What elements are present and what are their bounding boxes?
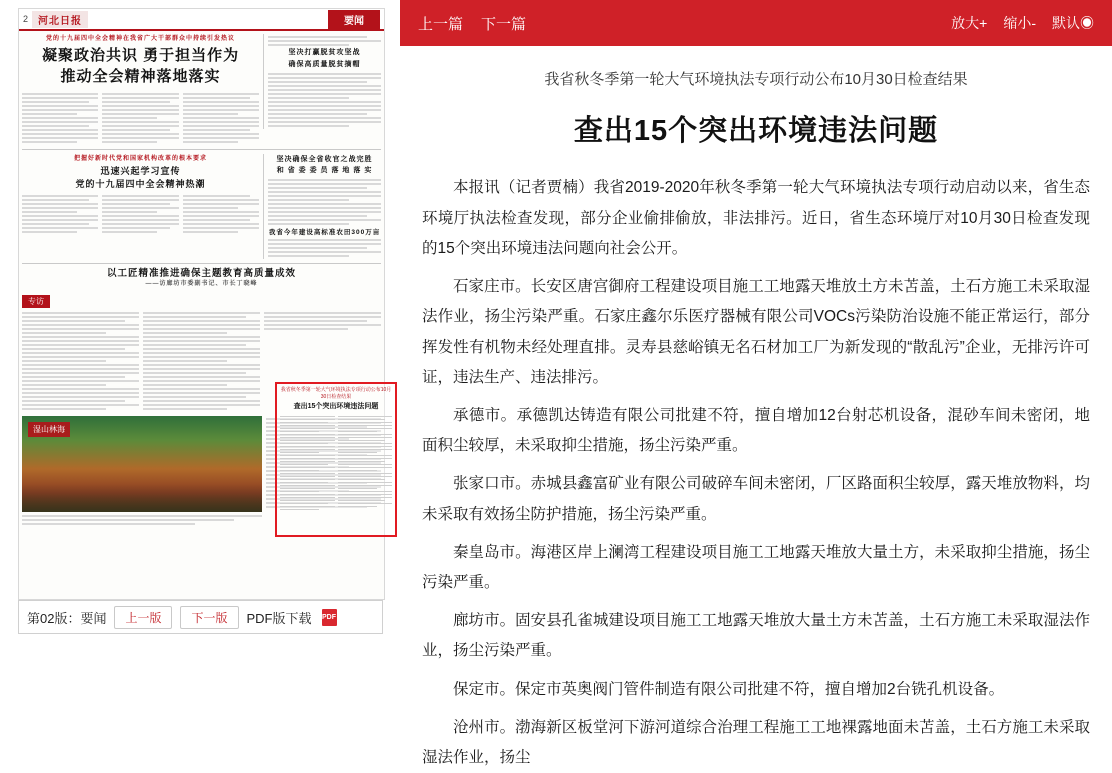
page-toolbar <box>18 600 383 634</box>
np-text-block <box>183 193 259 235</box>
np-feature-tag: 专访 <box>22 295 50 308</box>
np-sub-head-1: 迅速兴起学习宣传 <box>100 165 181 176</box>
zoom-out-button[interactable]: 缩小- <box>1003 15 1036 31</box>
article-paragraph: 承德市。承德凯达铸造有限公司批建不符，擅自增加12台射芯机设备，混砂车间未密闭，地面积尘较厚，未采取抑尘措施，扬尘污染严重。 <box>422 406 1090 455</box>
prev-article-link[interactable]: 上一篇 <box>418 15 464 33</box>
np-text-block <box>22 310 139 412</box>
current-page-label: 第02版：要闻 <box>27 610 107 626</box>
np-text-block <box>102 193 178 235</box>
article-paragraph: 石家庄市。长安区唐宫御府工程建设项目施工工地露天堆放土方未苫盖，土石方施工未采取湿法作业，扬尘污染严重。石家庄鑫尔乐医疗器械有限公司VOCs污染防治设施不能正常运行，部分挥发性有机物未经处理直排。灵寿县慈峪镇无名石材加工厂为新发现的“散乱污”企业，无排污许可证，违法生产、违法排污。 <box>422 278 1090 386</box>
highlighted-article-region[interactable] <box>275 382 397 537</box>
next-article-link[interactable]: 下一篇 <box>481 15 527 33</box>
next-page-button[interactable]: 下一版 <box>180 606 238 629</box>
np-text-block <box>143 310 260 412</box>
pdf-icon[interactable]: PDF <box>322 609 337 626</box>
np-sub-kicker: 把握好新时代党和国家机构改革的根本要求 <box>74 156 208 162</box>
np-main-headline-2: 推动全会精神落地落实 <box>60 68 221 86</box>
np-photo <box>22 416 262 512</box>
np-right-head-1: 坚决打赢脱贫攻坚战 <box>288 49 361 56</box>
newspaper-page-image[interactable] <box>18 8 392 600</box>
article-headline: 查出15个突出环境违法问题 <box>573 115 939 148</box>
np-right-head-2: 确保高质量脱贫摘帽 <box>288 60 361 68</box>
article-paragraph: 沧州市。渤海新区板堂河下游河道综合治理工程施工工地裸露地面未苫盖，土石方施工未采取湿法作业，扬尘 <box>422 718 1090 767</box>
default-size-button[interactable]: 默认◉ <box>1052 15 1094 31</box>
np-text-block <box>268 73 381 127</box>
article-paragraph: 秦皇岛市。海港区岸上澜湾工程建设项目施工工地露天堆放大量土方，未采取抑尘措施，扬尘污染严重。 <box>422 543 1090 592</box>
article-subhead: 我省秋冬季第一轮大气环境执法专项行动公布10月30日检查结果 <box>544 71 968 88</box>
np-sub-head-4: 我省今年建设高标准农田300万亩 <box>268 228 381 236</box>
np-kicker: 党的十九届四中全会精神在我省广大干部群众中持续引发热议 <box>46 36 236 42</box>
np-text-block <box>280 414 335 512</box>
np-text-block <box>22 91 98 145</box>
highlight-kicker: 我省秋冬季第一轮大气环境执法专项行动公布10月30日检查结果 <box>280 387 392 400</box>
article-paragraph: 张家口市。赤城县鑫富矿业有限公司破碎车间未密闭，厂区路面积尘较厚，露天堆放物料，均未采取有效扬尘防护措施，扬尘污染严重。 <box>422 475 1090 523</box>
np-sub-head-2: 党的十九届四中全会精神热潮 <box>75 178 206 189</box>
zoom-in-button[interactable]: 放大+ <box>951 15 988 31</box>
np-text-block <box>268 239 381 257</box>
article-panel <box>400 0 1112 767</box>
newspaper-preview-panel <box>0 0 400 656</box>
highlight-title: 查出15个突出环境违法问题 <box>293 403 379 410</box>
article-toolbar <box>400 0 1112 46</box>
newspaper-masthead <box>19 9 384 31</box>
masthead-section: 要闻 <box>328 10 380 29</box>
np-photo-badge: 湿山林海 <box>28 422 70 437</box>
masthead-logo: 河北日报 <box>32 11 88 28</box>
np-feature-sub: ——访廊坊市委副书记、市长丁晓峰 <box>145 280 258 287</box>
article-content <box>400 46 1112 773</box>
article-paragraph: 保定市。保定市英奥阀门管件制造有限公司批建不符，擅自增加2台铣孔机设备。 <box>453 680 1005 698</box>
np-text-block <box>183 91 259 145</box>
np-text-block <box>268 179 381 225</box>
np-text-block <box>22 193 98 235</box>
np-main-headline-1: 凝聚政治共识 勇于担当作为 <box>41 46 240 64</box>
article-paragraph: 廊坊市。固安县孔雀城建设项目施工工地露天堆放大量土方未苫盖，土石方施工未采取湿法作业，扬尘污染严重。 <box>422 612 1090 660</box>
masthead-page-number: 2 <box>23 14 29 24</box>
np-mid-head-2: 和 省 委 委 员 落 地 落 实 <box>276 166 373 174</box>
np-mid-head-1: 坚决确保全省收官之战完胜 <box>276 156 373 163</box>
np-feature-head: 以工匠精准推进确保主题教育高质量成效 <box>106 267 296 279</box>
article-paragraph: 本报讯（记者贾楠）我省2019-2020年秋冬季第一轮大气环境执法专项行动启动以来，省生态环境厅执法检查发现，部分企业偷排偷放，非法排污。近日，省生态环境厅对10月30日检查发现的15个突出环境违法问题向社会公开。 <box>422 179 1090 257</box>
pdf-download-label[interactable]: PDF版下载 <box>246 610 312 626</box>
prev-page-button[interactable]: 上一版 <box>114 606 172 629</box>
np-text-block <box>264 312 381 330</box>
np-text-block <box>22 515 262 525</box>
np-text-block <box>268 36 381 46</box>
np-text-block <box>102 91 178 145</box>
np-text-block <box>338 414 393 512</box>
